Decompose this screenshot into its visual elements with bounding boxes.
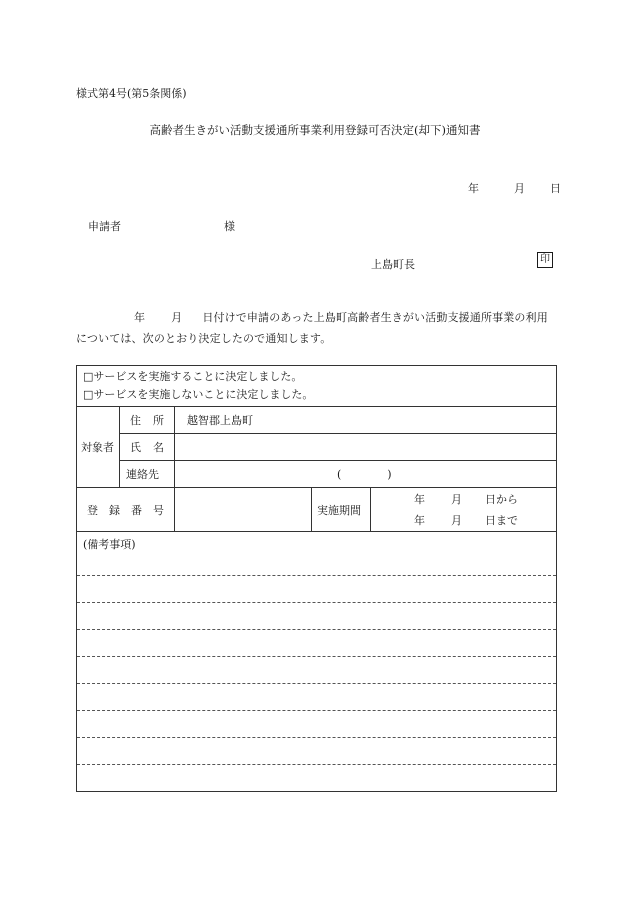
notes-cell[interactable] — [77, 532, 557, 792]
date-day: 日 — [550, 182, 561, 195]
registration-number-value[interactable] — [175, 488, 312, 532]
notes-line[interactable] — [77, 711, 556, 738]
reg-label-2: 録 — [109, 503, 120, 517]
name-label — [120, 434, 175, 461]
subject-label: 対象者 — [77, 407, 120, 488]
notes-line[interactable] — [77, 630, 556, 657]
form-number: 様式第4号(第5条関係) — [76, 87, 187, 100]
issue-date — [468, 180, 561, 196]
period-value[interactable] — [371, 488, 557, 532]
check-approved[interactable]: □サービスを実施することに決定しました。 — [83, 370, 303, 383]
name-value[interactable] — [175, 434, 557, 461]
date-year: 年 — [468, 182, 479, 195]
reg-label-1: 登 — [87, 503, 98, 517]
contact-paren-open: ( — [337, 467, 342, 481]
check-rejected[interactable]: □サービスを実施しないことに決定しました。 — [83, 388, 314, 401]
reg-label-3: 番 — [131, 503, 142, 517]
applicant-honorific: 様 — [224, 220, 235, 233]
notes-label: (備考事項) — [77, 532, 556, 576]
to-month: 月 — [451, 513, 462, 527]
address-value[interactable]: 越智郡上島町 — [175, 407, 557, 434]
name-label-1: 氏 — [130, 441, 141, 454]
from-day: 日から — [485, 492, 518, 506]
notes-line[interactable] — [77, 603, 556, 630]
registration-number-label — [77, 488, 175, 532]
to-year: 年 — [414, 513, 425, 527]
contact-value[interactable] — [175, 461, 557, 488]
period-label: 実施期間 — [312, 488, 371, 532]
address-label-2: 所 — [153, 414, 164, 427]
to-day: 日まで — [485, 513, 518, 527]
decision-checkbox-cell — [77, 366, 557, 407]
contact-label: 連絡先 — [120, 461, 175, 488]
body-month: 月 — [171, 311, 183, 324]
date-month: 月 — [514, 182, 525, 195]
seal-mark: 印 — [537, 252, 553, 268]
document-title: 高齢者生きがい活動支援通所事業利用登録可否決定(却下)通知書 — [149, 123, 481, 137]
body-text: 日付けで申請のあった上島町高齢者生きがい活動支援通所事業の利用については、次のとおり決定したので通知します。 — [76, 311, 548, 345]
notes-line[interactable] — [77, 738, 556, 765]
reg-label-4: 号 — [153, 503, 164, 517]
from-year: 年 — [414, 492, 425, 506]
address-label — [120, 407, 175, 434]
notes-line[interactable] — [77, 657, 556, 684]
mayor-label: 上島町長 — [371, 258, 415, 271]
body-year: 年 — [134, 311, 146, 324]
applicant-line — [88, 218, 235, 234]
contact-paren-close: ) — [387, 467, 392, 481]
notice-body — [76, 307, 554, 349]
address-label-1: 住 — [130, 414, 141, 427]
applicant-label: 申請者 — [88, 220, 121, 233]
notes-line[interactable] — [77, 684, 556, 711]
name-label-2: 名 — [153, 441, 164, 454]
notes-line[interactable] — [77, 576, 556, 603]
notes-line[interactable] — [77, 765, 556, 791]
from-month: 月 — [451, 492, 462, 506]
decision-form-table — [76, 365, 557, 792]
